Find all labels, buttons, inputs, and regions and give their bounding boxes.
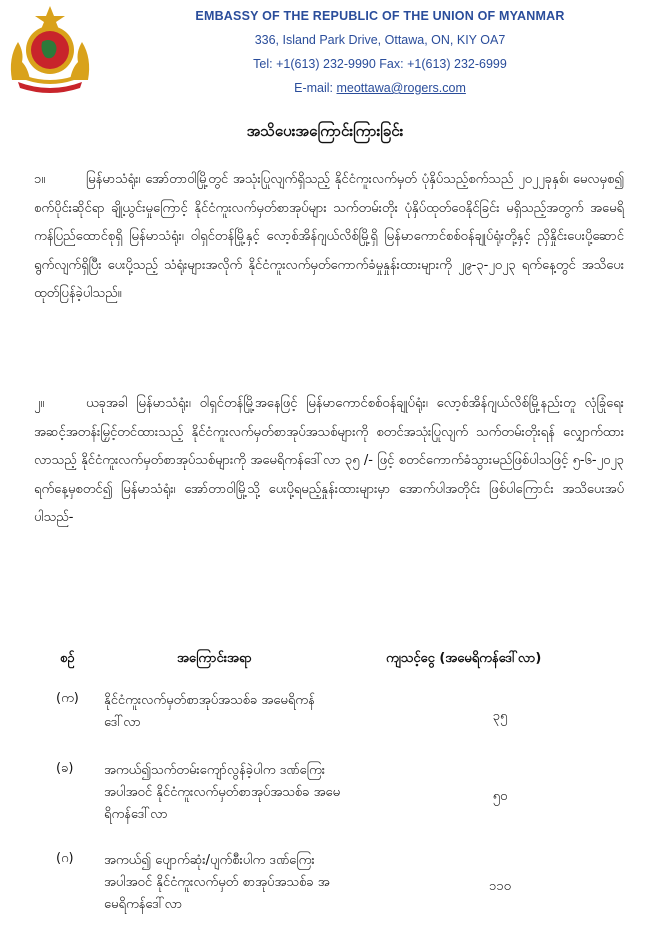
row-fee: ၃၅	[492, 709, 508, 724]
embassy-address: 336, Island Park Drive, Ottawa, ON, KIY OA7	[254, 33, 506, 47]
row-description: အကယ်၍ ပျောက်ဆုံး/ပျက်စီးပါက ဒဏ်ကြေးအပါအဝင် နိုင်ငံကူးလက်မှတ် စာအုပ်အသစ်ခ အမေရိကန်ဒေါ်လာ	[104, 853, 330, 912]
header-serial: စဉ်	[60, 651, 75, 666]
row-code: (ခ)	[56, 761, 74, 776]
header-description: အကြောင်းအရာ	[177, 651, 252, 666]
document-title: အသိပေးအကြောင်းကြားခြင်း	[246, 122, 404, 140]
row-code: (ဂ)	[56, 851, 74, 866]
embassy-name: EMBASSY OF THE REPUBLIC OF THE UNION OF MYANMAR	[195, 9, 565, 23]
email-link[interactable]: meottawa@rogers.com	[336, 81, 466, 95]
header-fee: ကျသင့်ငွေ (အမေရိကန်ဒေါ်လာ)	[386, 651, 542, 666]
state-seal-icon	[4, 2, 96, 94]
paragraph-number: ၂။	[34, 396, 45, 411]
paragraph-text: ယခုအခါ မြန်မာသံရုံး၊ ဝါရှင်တန်မြို့အနေဖြင့် မြန်မာကောင်စစ်ဝန်ချုပ်ရုံး၊ လော့စ်အိန်ဂျယ်လိစ်မြို့နည်းတူ လုံခြုံရေးအဆင့်အတန်းမြှင့်တင်ထားသည့် နိုင်ငံကူးလက်မှတ်စာအုပ်အသစ်များကို စတင်အသုံးပြုလျက် သက်တမ်းတိုးရန် လျှောက်ထားလာသည့် နိုင်ငံကူးလက်မှတ်စာအုပ်သစ်များကို အမေရိကန်ဒေါ်လာ ၃၅ /- ဖြင့် စတင်ကောက်ခံသွားမည်ဖြစ်ပါသဖြင့် ၅-၆-၂၀၂၃ ရက်နေ့မှစတင်၍ မြန်မာသံရုံး၊ အော်တာဝါမြို့သို့ ပေးပို့ရမည့်နှုန်းထားများမှာ အောက်ပါအတိုင်း ဖြစ်ပါကြောင်း အသိပေးအပ်ပါသည်-	[34, 396, 624, 525]
row-description: နိုင်ငံကူးလက်မှတ်စာအုပ်အသစ်ခ အမေရိကန်ဒေါ်လာ	[104, 693, 315, 730]
row-description: အကယ်၍သက်တမ်းကျော်လွန်ခဲ့ပါက ဒဏ်ကြေးအပါအဝင် နိုင်ငံကူးလက်မှတ်စာအုပ်အသစ်ခ အမေရိကန်ဒေါ်လာ	[104, 763, 341, 822]
row-fee: ၁၁၀	[489, 879, 511, 894]
embassy-email-line	[130, 76, 630, 100]
embassy-phone-fax: Tel: +1(613) 232-9990 Fax: +1(613) 232-6999	[253, 57, 507, 71]
paragraph-number: ၁။	[34, 172, 46, 187]
row-code: (က)	[56, 691, 79, 706]
paragraph-text: မြန်မာသံရုံး၊ အော်တာဝါမြို့တွင် အသုံးပြုလျက်ရှိသည့် နိုင်ငံကူးလက်မှတ် ပုံနှိပ်သည့်စက်သည် ၂၀၂၂ခုနှစ်၊ မေလမှစ၍ စက်ပိုင်းဆိုင်ရာ ချို့ယွင်းမှုကြောင့် နိုင်ငံကူးလက်မှတ်စာအုပ်များ သက်တမ်းတိုး ပုံနှိပ်ထုတ်ဝေနိုင်ခြင်း မရှိသည့်အတွက် အမေရိကန်ပြည်ထောင်စုရှိ မြန်မာသံရုံး၊ ဝါရှင်တန်မြို့နှင့် လော့စ်အိန်ဂျယ်လိစ်မြို့ရှိ မြန်မာကောင်စစ်ဝန်ချုပ်ရုံးတို့နှင့် ညှိနှိုင်းပေးပို့ဆောင်ရွက်လျက်ရှိပြီး ပေးပို့သည့် သံရုံးများအလိုက် နိုင်ငံကူးလက်မှတ်ကောက်ခံမှုနှုန်းထားများကို ၂၉-၃-၂၀၂၃ ရက်နေ့တွင် အသိပေးထုတ်ပြန်ခဲ့ပါသည်။	[34, 172, 624, 301]
row-fee: ၅၀	[492, 789, 508, 804]
email-label: E-mail:	[294, 81, 337, 95]
paragraph-1	[34, 166, 624, 309]
letterhead	[0, 0, 650, 105]
paragraph-2	[34, 390, 624, 533]
